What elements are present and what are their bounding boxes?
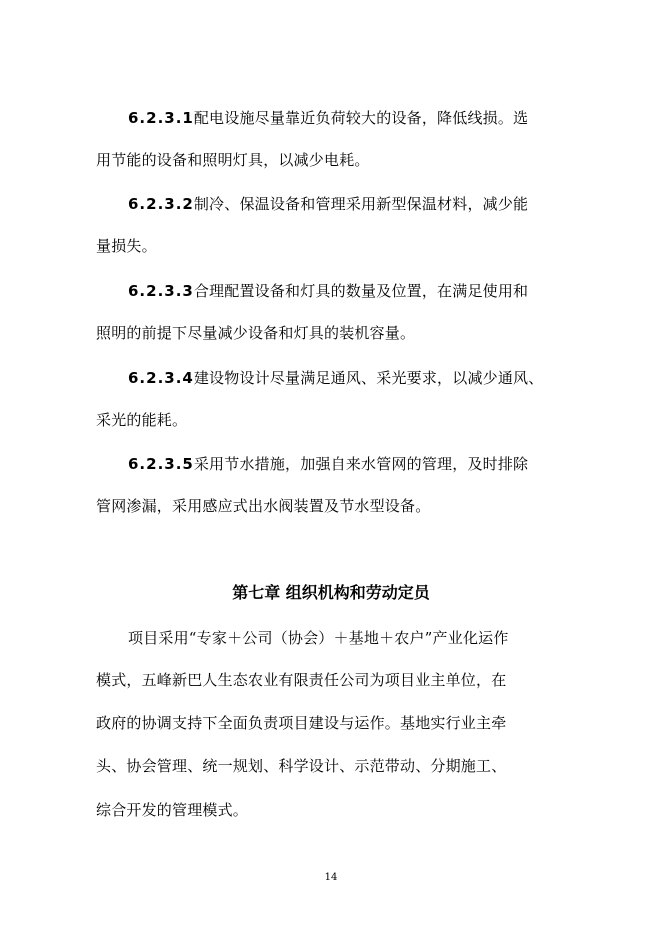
item-5-continuation: 管网渗漏，采用感应式出水阀装置及节水型设备。 — [96, 497, 431, 515]
chapter-paragraph-line-2: 模式，五峰新巴人生态农业有限责任公司为项目业主单位，在 — [96, 671, 507, 689]
item-2-first-line — [128, 194, 528, 214]
item-3-first-line — [128, 281, 528, 301]
item-4-continuation: 采光的能耗。 — [96, 411, 188, 429]
item-5-first-line — [128, 454, 528, 474]
item-1-text: 配电设施尽量靠近负荷较大的设备，降低线损。选 — [193, 109, 529, 127]
item-3-number: 6.2.3.3 — [128, 282, 194, 300]
page-number: 14 — [324, 872, 338, 883]
item-1-first-line — [128, 108, 528, 128]
item-4-number: 6.2.3.4 — [128, 369, 194, 387]
item-3-continuation: 照明的前提下尽量减少设备和灯具的装机容量。 — [96, 324, 416, 342]
item-2-number: 6.2.3.2 — [128, 195, 194, 213]
item-1-number: 6.2.3.1 — [128, 109, 194, 127]
chapter-title: 第七章 组织机构和劳动定员 — [232, 583, 430, 602]
item-5-text: 采用节水措施，加强自来水管网的管理，及时排除 — [193, 455, 529, 473]
item-2-continuation: 量损失。 — [96, 237, 157, 255]
item-1-continuation: 用节能的设备和照明灯具，以减少电耗。 — [96, 151, 370, 169]
item-5-number: 6.2.3.5 — [128, 455, 194, 473]
chapter-paragraph-line-5: 综合开发的管理模式。 — [96, 801, 249, 819]
chapter-paragraph-line-3: 政府的协调支持下全面负责项目建设与运作。基地实行业主牵 — [96, 714, 507, 732]
item-2-text: 制冷、保温设备和管理采用新型保温材料，减少能 — [193, 195, 529, 213]
chapter-paragraph-line-4: 头、协会管理、统一规划、科学设计、示范带动、分期施工、 — [96, 757, 507, 775]
item-4-text: 建设物设计尽量满足通风、采光要求，以减少通风、 — [193, 369, 544, 387]
item-4-first-line — [128, 368, 543, 388]
item-3-text: 合理配置设备和灯具的数量及位置，在满足使用和 — [193, 282, 529, 300]
chapter-paragraph-line-1: 项目采用“专家＋公司（协会）＋基地＋农户”产业化运作 — [128, 629, 509, 647]
